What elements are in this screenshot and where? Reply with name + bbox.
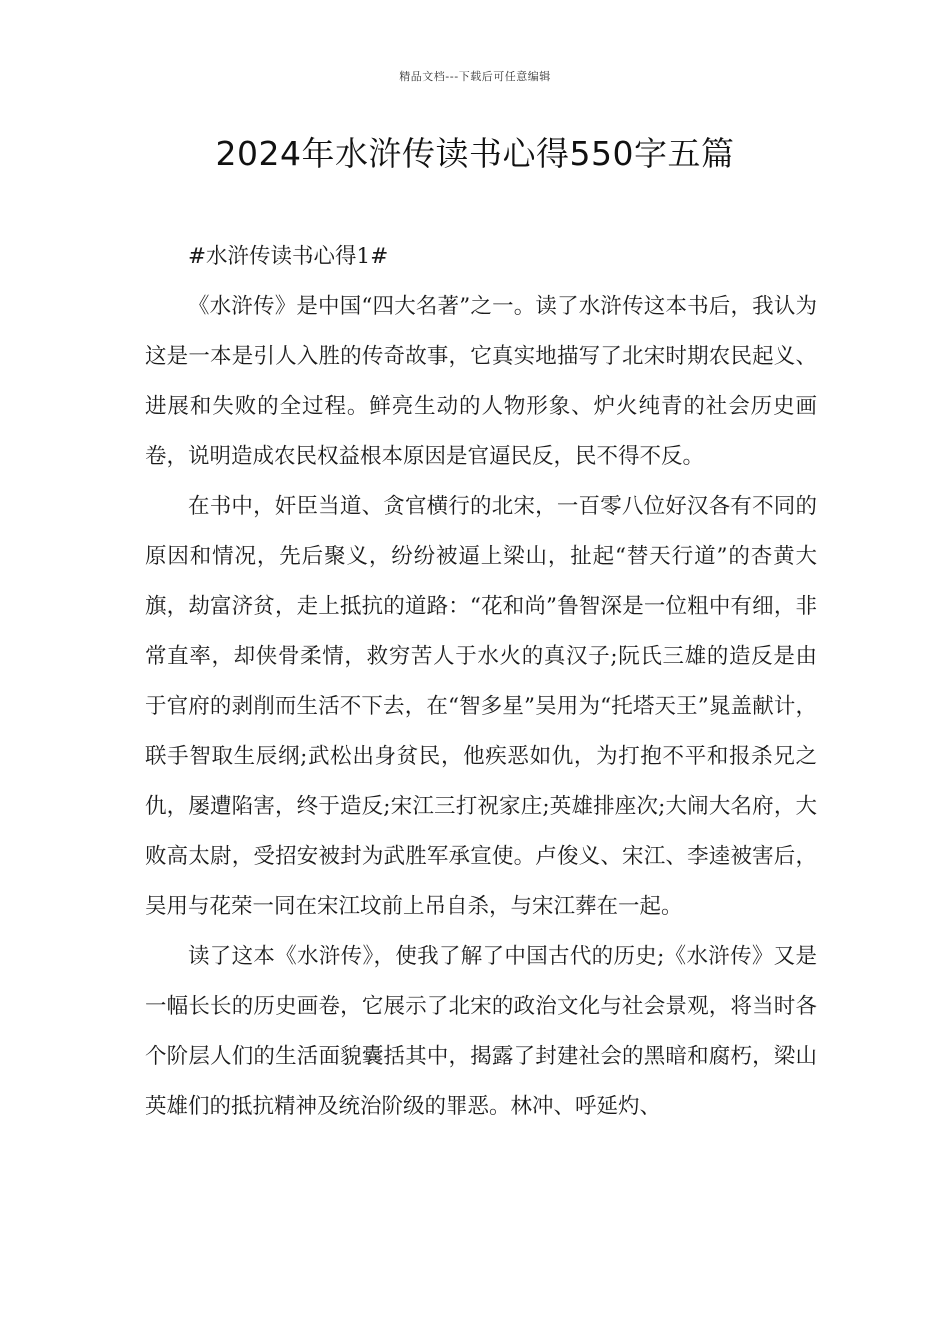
paragraph: 在书中，奸臣当道、贪官横行的北宋，一百零八位好汉各有不同的原因和情况，先后聚义，纷纷被逼上梁山，扯起“替天行道”的杏黄大旗，劫富济贫，走上抵抗的道路：“花和尚”鲁智深是一位粗中有细，非常直率，却侠骨柔情，救穷苦人于水火的真汉子;阮氏三雄的造反是由于官府的剥削而生活不下去，在“智多星”吴用为“托塔天王”晁盖献计，联手智取生辰纲;武松出身贫民，他疾恶如仇，为打抱不平和报杀兄之仇，屡遭陷害，终于造反;宋江三打祝家庄;英雄排座次;大闹大名府，大败高太尉，受招安被封为武胜军承宣使。卢俊义、宋江、李逵被害后，吴用与花荣一同在宋江坟前上吊自杀，与宋江葬在一起。 <box>145 494 817 919</box>
section-heading: #水浒传读书心得1# <box>188 244 389 269</box>
paragraph: 读了这本《水浒传》，使我了解了中国古代的历史;《水浒传》又是一幅长长的历史画卷，它展示了北宋的政治文化与社会景观，将当时各个阶层人们的生活面貌囊括其中，揭露了封建社会的黑暗和腐朽，梁山英雄们的抵抗精神及统治阶级的罪恶。林冲、呼延灼、 <box>145 944 817 1119</box>
header-note: 精品文档---下载后可任意编辑 <box>399 70 551 83</box>
document-body <box>145 232 817 1132</box>
paragraph: 《水浒传》是中国“四大名著”之一。读了水浒传这本书后，我认为这是一本是引人入胜的传奇故事，它真实地描写了北宋时期农民起义、进展和失败的全过程。鲜亮生动的人物形象、炉火纯青的社会历史画卷，说明造成农民权益根本原因是官逼民反，民不得不反。 <box>145 294 817 469</box>
document-title: 2024年水浒传读书心得550字五篇 <box>215 134 735 173</box>
